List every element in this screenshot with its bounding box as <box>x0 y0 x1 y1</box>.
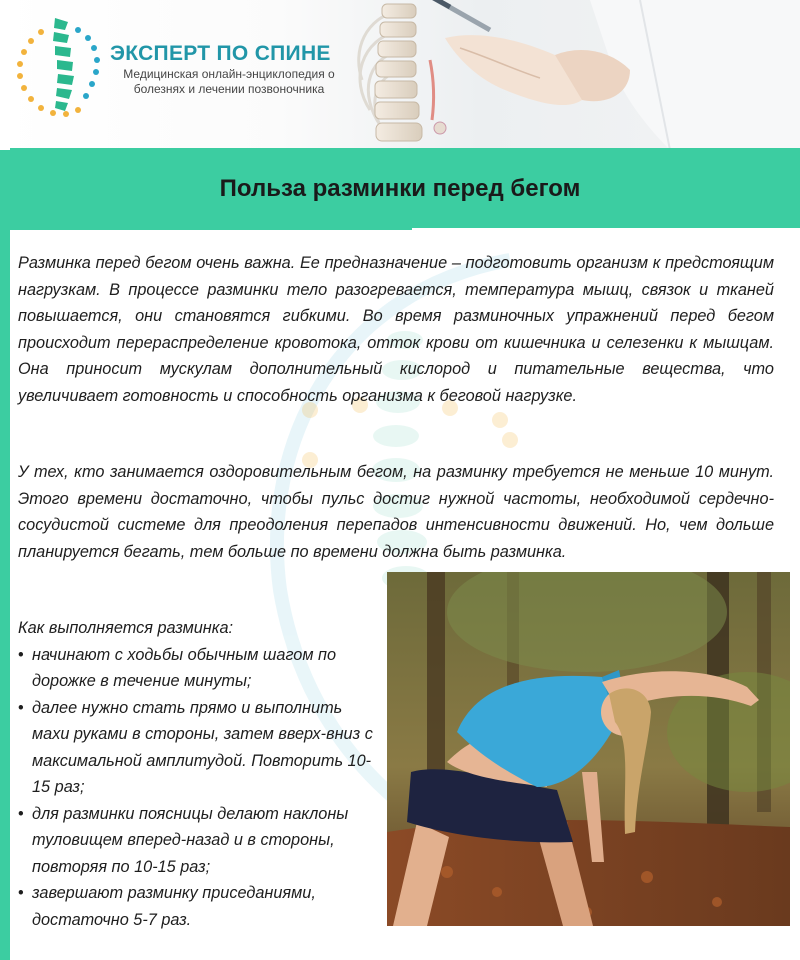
list-item: • начинают с ходьбы обычным шагом по дорожке в течение минуты; <box>18 642 378 695</box>
list-heading: Как выполняется разминка: <box>18 619 234 637</box>
article-title: Польза разминки перед бегом <box>219 175 581 202</box>
site-header <box>0 0 800 150</box>
list-item: • далее нужно стать прямо и выполнить махи руками в стороны, затем вверх-вниз с максимальной амплитудой. Повторить 10-15 раз; <box>18 695 378 801</box>
steps-list <box>18 642 378 934</box>
site-tagline: Медицинская онлайн-энциклопедия о болезнях и лечении позвоночника <box>123 67 335 96</box>
list-item: • завершают разминку приседаниями, достаточно 5-7 раз. <box>18 880 378 933</box>
spine-model-icon <box>340 0 800 150</box>
warmup-steps <box>18 615 378 933</box>
spine-logo-icon <box>10 12 108 120</box>
woman-side-stretch-photo <box>387 572 790 926</box>
site-brand-name: ЭКСПЕРТ ПО СПИНЕ <box>110 42 331 65</box>
list-item: • для разминки поясницы делают наклоны туловищем вперед-назад и в стороны, повторяя по 10-15 раз; <box>18 801 378 881</box>
duration-paragraph: У тех, кто занимается оздоровительным бегом, на разминку требуется не меньше 10 минут. Этого времени достаточно, чтобы пульс достиг нужной частоты, необходимой сердечно-сосудистой системе для преодоления перепадов интенсивности движений. Но, чем дольше планируется бегать, тем больше по времени должна быть разминка. <box>18 463 774 561</box>
intro-paragraph: Разминка перед бегом очень важна. Ее предназначение – подготовить организм к предстоящим нагрузкам. В процессе разминки тело разогревается, температура мышц, связок и тканей повышается, они становятся гибкими. Во время разминочных упражнений перед бегом происходит перераспределение кровотока, отток крови от кишечника и селезенки к мышцам. Она приносит мускулам дополнительный кислород и питательные вещества, что увеличивает готовность и способность организма к беговой нагрузке. <box>18 254 774 405</box>
